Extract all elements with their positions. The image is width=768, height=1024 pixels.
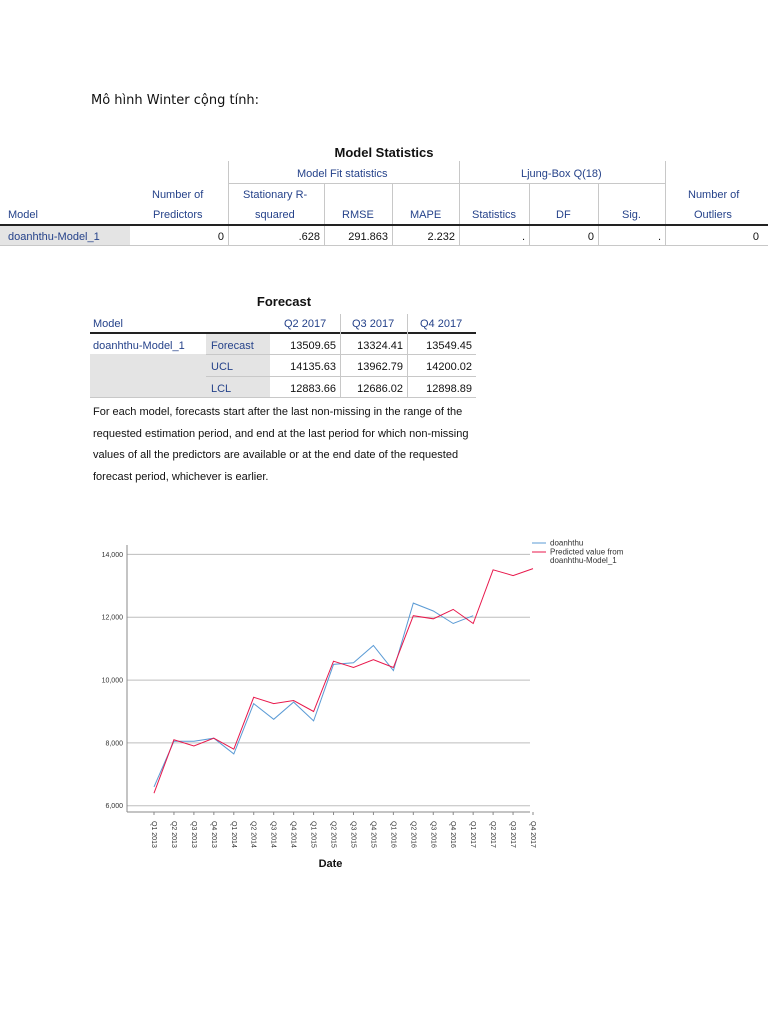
forecast-col-q3-2017: Q3 2017 xyxy=(352,318,395,330)
divider xyxy=(206,354,476,355)
col-header-num-predictors: Number of xyxy=(152,189,204,201)
model-statistics-title: Model Statistics xyxy=(334,145,434,160)
forecast-line-chart xyxy=(80,535,690,875)
x-tick-label: Q2 2016 xyxy=(409,821,417,848)
x-tick-label: Q1 2015 xyxy=(309,821,317,848)
legend-label: doanhthu-Model_1 xyxy=(550,556,617,565)
col-header-outliers-2: Outliers xyxy=(694,209,732,221)
section-heading: Mô hình Winter cộng tính: xyxy=(91,93,260,108)
value-outliers: 0 xyxy=(752,231,759,243)
divider xyxy=(459,161,460,245)
x-axis-title: Date xyxy=(318,858,343,870)
y-tick-label: 8,000 xyxy=(105,740,123,748)
lcl-value: 12898.89 xyxy=(426,383,472,395)
col-header-mape: MAPE xyxy=(410,209,442,221)
x-tick-label: Q2 2017 xyxy=(489,821,497,848)
x-tick-label: Q2 2013 xyxy=(169,821,177,848)
forecast-value: 13324.41 xyxy=(357,340,403,352)
col-header-sig: Sig. xyxy=(622,209,641,221)
value-num-predictors: 0 xyxy=(217,231,224,243)
x-tick-label: Q4 2014 xyxy=(289,821,297,848)
divider xyxy=(340,314,341,397)
value-df: 0 xyxy=(587,231,594,243)
x-tick-label: Q2 2015 xyxy=(329,821,337,848)
x-tick-label: Q1 2014 xyxy=(229,821,237,848)
divider xyxy=(0,245,768,246)
y-tick-label: 14,000 xyxy=(101,551,123,559)
x-tick-label: Q2 2014 xyxy=(249,821,257,848)
divider xyxy=(228,161,229,245)
col-header-stationary-r: Stationary R- xyxy=(243,189,308,201)
y-tick-label: 6,000 xyxy=(105,803,123,811)
x-tick-label: Q4 2015 xyxy=(369,821,377,848)
model-fit-group-header: Model Fit statistics xyxy=(297,168,388,180)
legend-label: doanhthu xyxy=(550,538,584,548)
x-tick-label: Q4 2016 xyxy=(449,821,457,848)
x-tick-label: Q1 2013 xyxy=(150,821,157,848)
divider xyxy=(529,183,530,245)
x-tick-label: Q1 2017 xyxy=(469,821,477,848)
x-tick-label: Q4 2017 xyxy=(529,821,536,848)
divider xyxy=(665,161,666,245)
ljung-box-group-header: Ljung-Box Q(18) xyxy=(521,168,602,180)
y-tick-label: 10,000 xyxy=(101,677,123,685)
col-header-outliers: Number of xyxy=(688,189,740,201)
col-header-statistics: Statistics xyxy=(472,209,517,221)
value-statistics: . xyxy=(521,231,525,243)
forecast-row-label: Forecast xyxy=(211,340,254,352)
divider xyxy=(392,183,393,245)
col-header-rmse: RMSE xyxy=(342,209,374,221)
divider xyxy=(90,397,476,398)
series-line-1 xyxy=(154,569,533,794)
forecast-title: Forecast xyxy=(256,294,312,309)
lcl-value: 12883.66 xyxy=(290,383,336,395)
forecast-col-q2-2017: Q2 2017 xyxy=(284,318,327,330)
y-tick-label: 12,000 xyxy=(101,614,123,622)
ucl-value: 13962.79 xyxy=(357,361,403,373)
divider xyxy=(407,314,408,397)
x-tick-label: Q4 2013 xyxy=(209,821,217,848)
ucl-row-label: UCL xyxy=(211,361,234,373)
forecast-model-name: doanhthu-Model_1 xyxy=(93,340,185,352)
forecast-col-header-model: Model xyxy=(93,318,123,330)
row-model-name: doanhthu-Model_1 xyxy=(8,231,100,243)
x-tick-label: Q3 2016 xyxy=(429,821,437,848)
value-rmse: 291.863 xyxy=(348,231,388,243)
divider xyxy=(206,376,476,377)
lcl-value: 12686.02 xyxy=(357,383,403,395)
value-stationary-r2: .628 xyxy=(298,231,320,243)
col-header-num-predictors-2: Predictors xyxy=(153,209,203,221)
x-tick-label: Q1 2016 xyxy=(389,821,397,848)
x-tick-label: Q3 2017 xyxy=(509,821,517,848)
col-header-stationary-r-2: squared xyxy=(255,209,295,221)
row-header-bg xyxy=(90,354,206,397)
divider xyxy=(228,183,665,184)
forecast-footnote: For each model, forecasts start after the last non-missing in the range of the requested estimation period, and end at the last period for which non-missing values of all the predictors are available or at the end date of the requested forecast period, whichever is earlier. xyxy=(93,406,469,483)
forecast-value: 13549.45 xyxy=(426,340,472,352)
series-line-0 xyxy=(154,603,473,787)
value-sig: . xyxy=(657,231,661,243)
value-mape: 2.232 xyxy=(427,231,455,243)
x-tick-label: Q3 2015 xyxy=(349,821,357,848)
header-rule xyxy=(90,332,476,334)
legend-label: Predicted value from xyxy=(550,547,624,557)
col-header-df: DF xyxy=(556,209,571,221)
forecast-value: 13509.65 xyxy=(290,340,336,352)
x-tick-label: Q3 2014 xyxy=(269,821,277,848)
ucl-value: 14135.63 xyxy=(290,361,336,373)
forecast-col-q4-2017: Q4 2017 xyxy=(420,318,463,330)
divider xyxy=(598,183,599,245)
divider xyxy=(324,183,325,245)
ucl-value: 14200.02 xyxy=(426,361,472,373)
lcl-row-label: LCL xyxy=(211,383,232,395)
x-tick-label: Q3 2013 xyxy=(189,821,197,848)
col-header-model: Model xyxy=(8,209,38,221)
